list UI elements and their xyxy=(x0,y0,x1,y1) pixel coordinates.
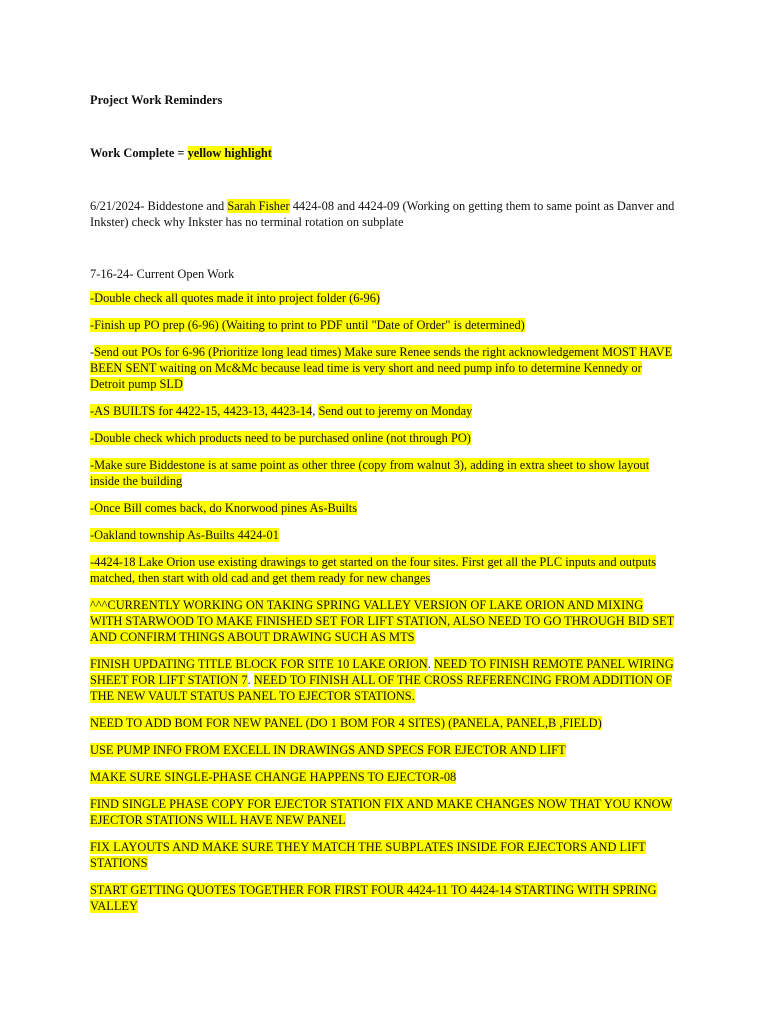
list-item xyxy=(90,597,678,645)
list-item xyxy=(90,344,678,392)
section-heading: 7-16-24- Current Open Work xyxy=(90,267,235,281)
list-item-text: -Finish up PO prep (6-96) (Waiting to print to PDF until "Date of Order" is determined) xyxy=(90,318,525,332)
list-item-text: Send out POs for 6-96 (Prioritize long lead times) Make sure Renee sends the right acknowledgement MOST HAVE BEEN SENT waiting on Mc&Mc because lead time is very short and need pump info to determine Kennedy or Detroit pump SLD xyxy=(90,345,673,391)
list-item xyxy=(90,500,678,516)
list-item xyxy=(90,769,678,785)
list-item-separator: . xyxy=(427,657,434,671)
list-item xyxy=(90,839,678,871)
list-item xyxy=(90,403,678,419)
list-item-separator: , xyxy=(312,404,319,418)
list-item xyxy=(90,457,678,489)
legend-highlight-value: yellow highlight xyxy=(187,146,272,160)
note-0621-part-a: 6/21/2024- Biddestone and xyxy=(90,199,228,213)
list-item xyxy=(90,742,678,758)
list-item-text: NEED TO FINISH REMOTE PANEL WIRING SHEET FOR LIFT STATION 7 xyxy=(90,657,674,687)
list-item-text: -Double check all quotes made it into project folder (6-96) xyxy=(90,291,381,305)
list-item-text: USE PUMP INFO FROM EXCELL IN DRAWINGS AND SPECS FOR EJECTOR AND LIFT xyxy=(90,743,566,757)
list-item-text: -Oakland township As-Builts 4424-01 xyxy=(90,528,279,542)
list-item xyxy=(90,882,678,914)
list-item-text: START GETTING QUOTES TOGETHER FOR FIRST FOUR 4424-11 TO 4424-14 STARTING WITH SPRING VALLEY xyxy=(90,883,657,913)
note-0621 xyxy=(90,198,678,230)
list-item xyxy=(90,527,678,543)
list-item-text: -4424-18 Lake Orion use existing drawings to get started on the four sites. First get all the PLC inputs and outputs matched, then start with old cad and get them ready for new changes xyxy=(90,555,657,585)
list-item xyxy=(90,290,678,306)
list-item-text: -Make sure Biddestone is at same point as other three (copy from walnut 3), adding in extra sheet to show layout inside the building xyxy=(90,458,650,488)
list-item-text: FINISH UPDATING TITLE BLOCK FOR SITE 10 LAKE ORION xyxy=(90,657,428,671)
list-item xyxy=(90,656,678,704)
list-item xyxy=(90,554,678,586)
legend-label: Work Complete = xyxy=(90,146,188,160)
document-title: Project Work Reminders xyxy=(90,93,223,107)
note-0621-highlight-name: Sarah Fisher xyxy=(227,199,290,213)
list-item-text: FIND SINGLE PHASE COPY FOR EJECTOR STATION FIX AND MAKE CHANGES NOW THAT YOU KNOW EJECTOR STATIONS WILL HAVE NEW PANEL xyxy=(90,797,673,827)
note-0621-part-c: 4424-08 and 4424-09 (Working on getting them to same point as Danver and Inkster) check why Inkster has no terminal rotation on subplate xyxy=(90,199,675,229)
list-item xyxy=(90,317,678,333)
list-item-prefix: - xyxy=(90,345,95,359)
list-item xyxy=(90,430,678,446)
list-item-text: -AS BUILTS for 4422-15, 4423-13, 4423-14 xyxy=(90,404,313,418)
list-item xyxy=(90,796,678,828)
list-item-text: NEED TO ADD BOM FOR NEW PANEL (DO 1 BOM FOR 4 SITES) (PANELA, PANEL,B ,FIELD) xyxy=(90,716,602,730)
list-item-text: MAKE SURE SINGLE-PHASE CHANGE HAPPENS TO EJECTOR-08 xyxy=(90,770,457,784)
list-item-text: Send out to jeremy on Monday xyxy=(318,404,473,418)
legend-line xyxy=(90,145,678,161)
list-item-text: -Once Bill comes back, do Knorwood pines As-Builts xyxy=(90,501,358,515)
list-item-text: ^^^CURRENTLY WORKING ON TAKING SPRING VALLEY VERSION OF LAKE ORION AND MIXING WITH STARWOOD TO MAKE FINISHED SET FOR LIFT STATION, ALSO NEED TO GO THROUGH BID SET AND CONFIRM THINGS ABOUT DRAWING SUCH AS MTS xyxy=(90,598,675,644)
list-item-text: -Double check which products need to be purchased online (not through PO) xyxy=(90,431,471,445)
list-item-separator: . xyxy=(247,673,254,687)
list-item-text: FIX LAYOUTS AND MAKE SURE THEY MATCH THE SUBPLATES INSIDE FOR EJECTORS AND LIFT STATIONS xyxy=(90,840,646,870)
list-item-text: NEED TO FINISH ALL OF THE CROSS REFERENCING FROM ADDITION OF THE NEW VAULT STATUS PANEL TO EJECTOR STATIONS. xyxy=(90,673,672,703)
list-item xyxy=(90,715,678,731)
